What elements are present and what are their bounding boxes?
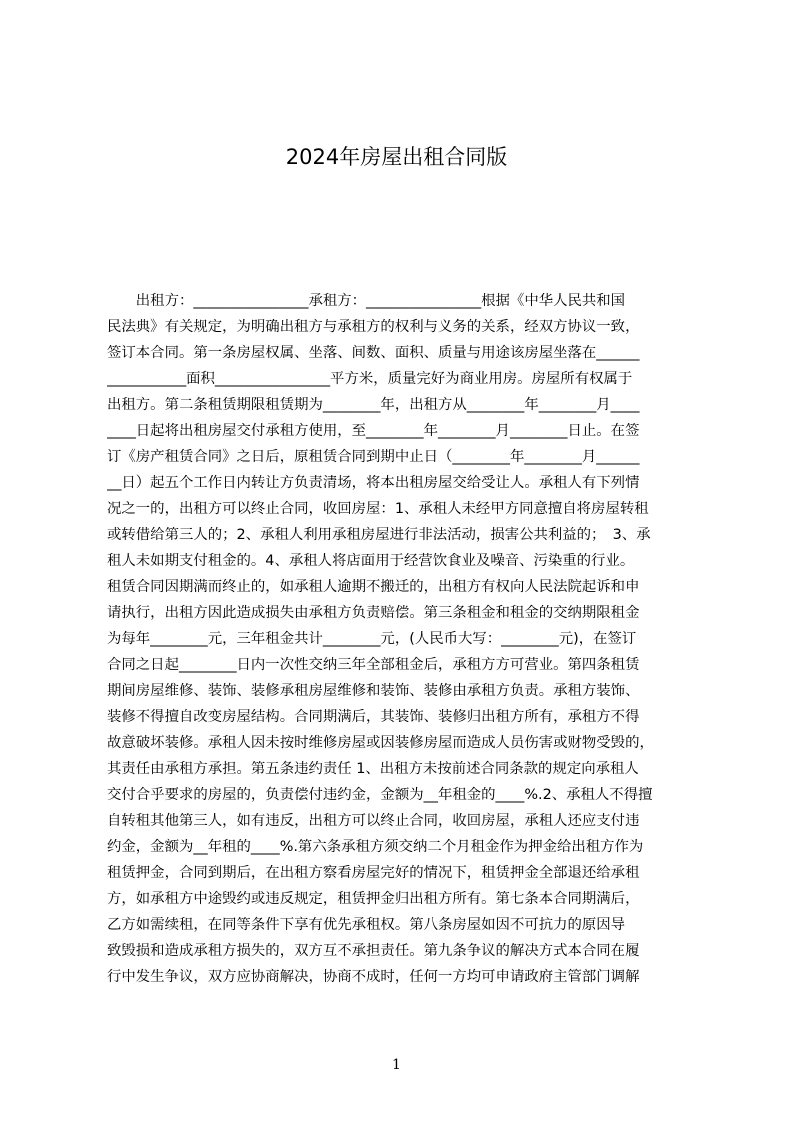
body-line: 出租方：________________承租方：________________根据《中华人民共和国: [107, 293, 626, 309]
body-line: 租赁押金，合同到期后，在出租方察看房屋完好的情况下，租赁押金全部退还给承租: [107, 865, 640, 881]
body-line: __日）起五个工作日内转让方负责清场，将本出租房屋交给受让人。承租人有下列情: [107, 475, 640, 491]
body-line: 况之一的，出租方可以终止合同，收回房屋：1、承租人未经甲方同意擅自将房屋转租: [107, 501, 649, 517]
body-line: ____日起将出租房屋交付承租方使用，至________年________月________日止。在签: [107, 423, 640, 439]
body-line: 期间房屋维修、装饰、装修承租房屋维修和装饰、装修由承租方负责。承租方装饰、: [107, 683, 640, 699]
body-line: 方，如承租方中途毁约或违反规定，租赁押金归出租方所有。第七条本合同期满后，: [107, 891, 640, 907]
body-line: 签订本合同。第一条房屋权属、坐落、间数、面积、质量与用途该房屋坐落在______: [107, 345, 640, 361]
body-line: 订《房产租赁合同》之日后，原租赁合同到期中止日（________年________月______: [107, 449, 640, 465]
body-line: 民法典》有关规定，为明确出租方与承租方的权利与义务的关系，经双方协议一致，: [107, 319, 640, 335]
body-line: 请执行，出租方因此造成损失由承租方负责赔偿。第三条租金和租金的交纳期限租金: [107, 605, 640, 621]
body-line: 或转借给第三人的；2、承租人利用承租房屋进行非法活动，损害公共利益的； 3、承: [107, 527, 651, 543]
body-line: 行中发生争议，双方应协商解决，协商不成时，任何一方均可申请政府主管部门调解: [107, 969, 640, 985]
body-line: 乙方如需续租，在同等条件下享有优先承租权。第八条房屋如因不可抗力的原因导: [107, 917, 626, 933]
body-line: 出租方。第二条租赁期限租赁期为________年，出租方从________年________月____: [107, 397, 640, 413]
body-line: 租人未如期支付租金的。4、承租人将店面用于经营饮食业及噪音、污染重的行业。: [107, 553, 635, 569]
body-line: 租赁合同因期满而终止的，如承租人逾期不搬迁的，出租方有权向人民法院起诉和申: [107, 579, 640, 595]
body-line: 自转租其他第三人，如有违反，出租方可以终止合同，收回房屋，承租人还应支付违: [107, 813, 640, 829]
body-line: 装修不得擅自改变房屋结构。合同期满后，其装饰、装修归出租方所有，承租方不得: [107, 709, 640, 725]
body-line: 致毁损和造成承租方损失的，双方互不承担责任。第九条争议的解决方式本合同在履: [107, 943, 640, 959]
body-line: 合同之日起________日内一次性交纳三年全部租金后，承租方方可营业。第四条租赁: [107, 657, 640, 673]
page-number: 1: [392, 1057, 401, 1073]
body-line: 故意破坏装修。承租人因未按时维修房屋或因装修房屋而造成人员伤害或财物受毁的，: [107, 735, 654, 751]
document-title: 2024年房屋出租合同版: [285, 145, 508, 169]
body-line: 约金，金额为__年租的____%.第六条承租方须交纳二个月租金作为押金给出租方作为: [107, 839, 644, 855]
body-line: 其责任由承租方承担。第五条违约责任 1、出租方未按前述合同条款的规定向承租人: [107, 761, 639, 777]
body-line: 为每年________元，三年租金共计________元，(人民币大写：________元)，在签订: [107, 631, 637, 647]
contract-body: [107, 288, 698, 990]
body-line: ___________面积________________平方米，质量完好为商业用房。房屋所有权属于: [107, 371, 633, 387]
body-line: 交付合乎要求的房屋的，负责偿付违约金，金额为__年租金的____%.2、承租人不得擅: [107, 787, 653, 803]
